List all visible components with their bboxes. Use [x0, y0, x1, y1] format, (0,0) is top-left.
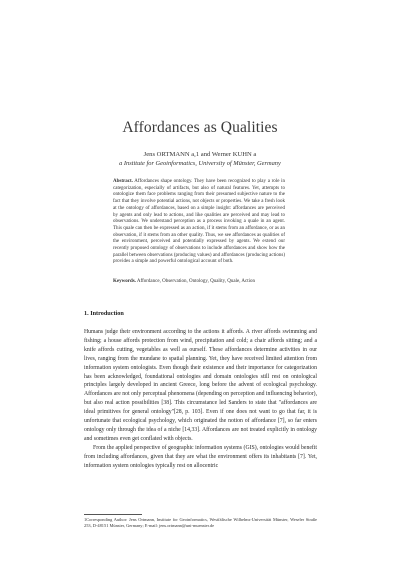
abstract-block — [113, 179, 285, 266]
paper-title: Affordances as Qualities — [122, 119, 278, 136]
footnote: 1Corresponding Author: Jens Ortmann, Institute for Geoinformatics, Westfälische Wilhelms-Universität Münster, Weseler Straße 253, D-48151 Münster, Germany; E-mail: jens.ortmann@uni-muenster.de — [84, 517, 317, 528]
abstract-label: Abstract. — [113, 179, 133, 184]
keywords-text: Affordance, Observation, Ontology, Quality, Quale, Action — [136, 279, 256, 284]
keywords-label: Keywords. — [113, 279, 136, 284]
body-text — [84, 328, 317, 471]
footnote-rule — [84, 514, 142, 515]
author-line: Jens ORTMANN a,1 and Werner KUHN a — [143, 151, 257, 158]
section-heading: 1. Introduction — [84, 310, 124, 317]
paragraph: Humans judge their environment according to the actions it affords. A river affords swimming and fishing; a house affords protection from wind, precipitation and cold; a chair affords sitting; and a knife affords cutting, vegetables as well as ourself. These affordances determine activities in our lives, ranging from the mundane to spatial planning. Yet, they have received limited attention from information system ontologists. Even though their existence and their importance for categorization has been acknowledged, foundational ontologies and domain ontologies still rest on ontological principles largely developed in ancient Greece, long before the advent of ecological psychology. Affordances are not only perceptual phenomena (depending on perception and influencing behavior), but also real action possibilities [38]. This circumstance led Sanders to state that "affordances are ideal primitives for general ontology"[28, p. 103]. Even if one does not want to go that far, it is unfortunate that ecological psychology, which originated the notion of affordance [7], so far enters ontology only through the idea of a niche [14,33]. Affordances are not treated explicitly in ontology and sometimes even get conflated with objects. — [84, 329, 318, 442]
paragraph: From the applied perspective of geographic information systems (GIS), ontologies would benefit from including affordances, given that they are what the environment offers its inhabitants [7]. Yet, information system ontologies typically rest on allocentric — [84, 444, 317, 469]
keywords-block — [113, 279, 285, 286]
abstract-text: Affordances shape ontology. They have been recognized to play a role in categorization, especially of artifacts, but also of natural features. Yet, attempts to ontologize them face problems ranging from their presumed subjective nature to the fact that they involve potential actions, not objects or properties. We take a fresh look at the ontology of affordances, based on a simple insight: affordances are perceived by agents and only lead to actions, and like qualities are perceived and may lead to observations. We understand perception as a process invoking a quale in an agent. This quale can then be expressed as an action, if it stems from an affordance, or as an observation, if it stems from an other quality. Thus, we see affordances as qualities of the environment, perceived and potentially expressed by agents. We extend our recently proposed ontology of observations to include affordances and show how the parallel between observations (producing values) and affordances (producing actions) provides a simple and powerful ontological account of both. — [113, 179, 285, 265]
affiliation-line: a Institute for Geoinformatics, University of Münster, Germany — [119, 160, 281, 167]
